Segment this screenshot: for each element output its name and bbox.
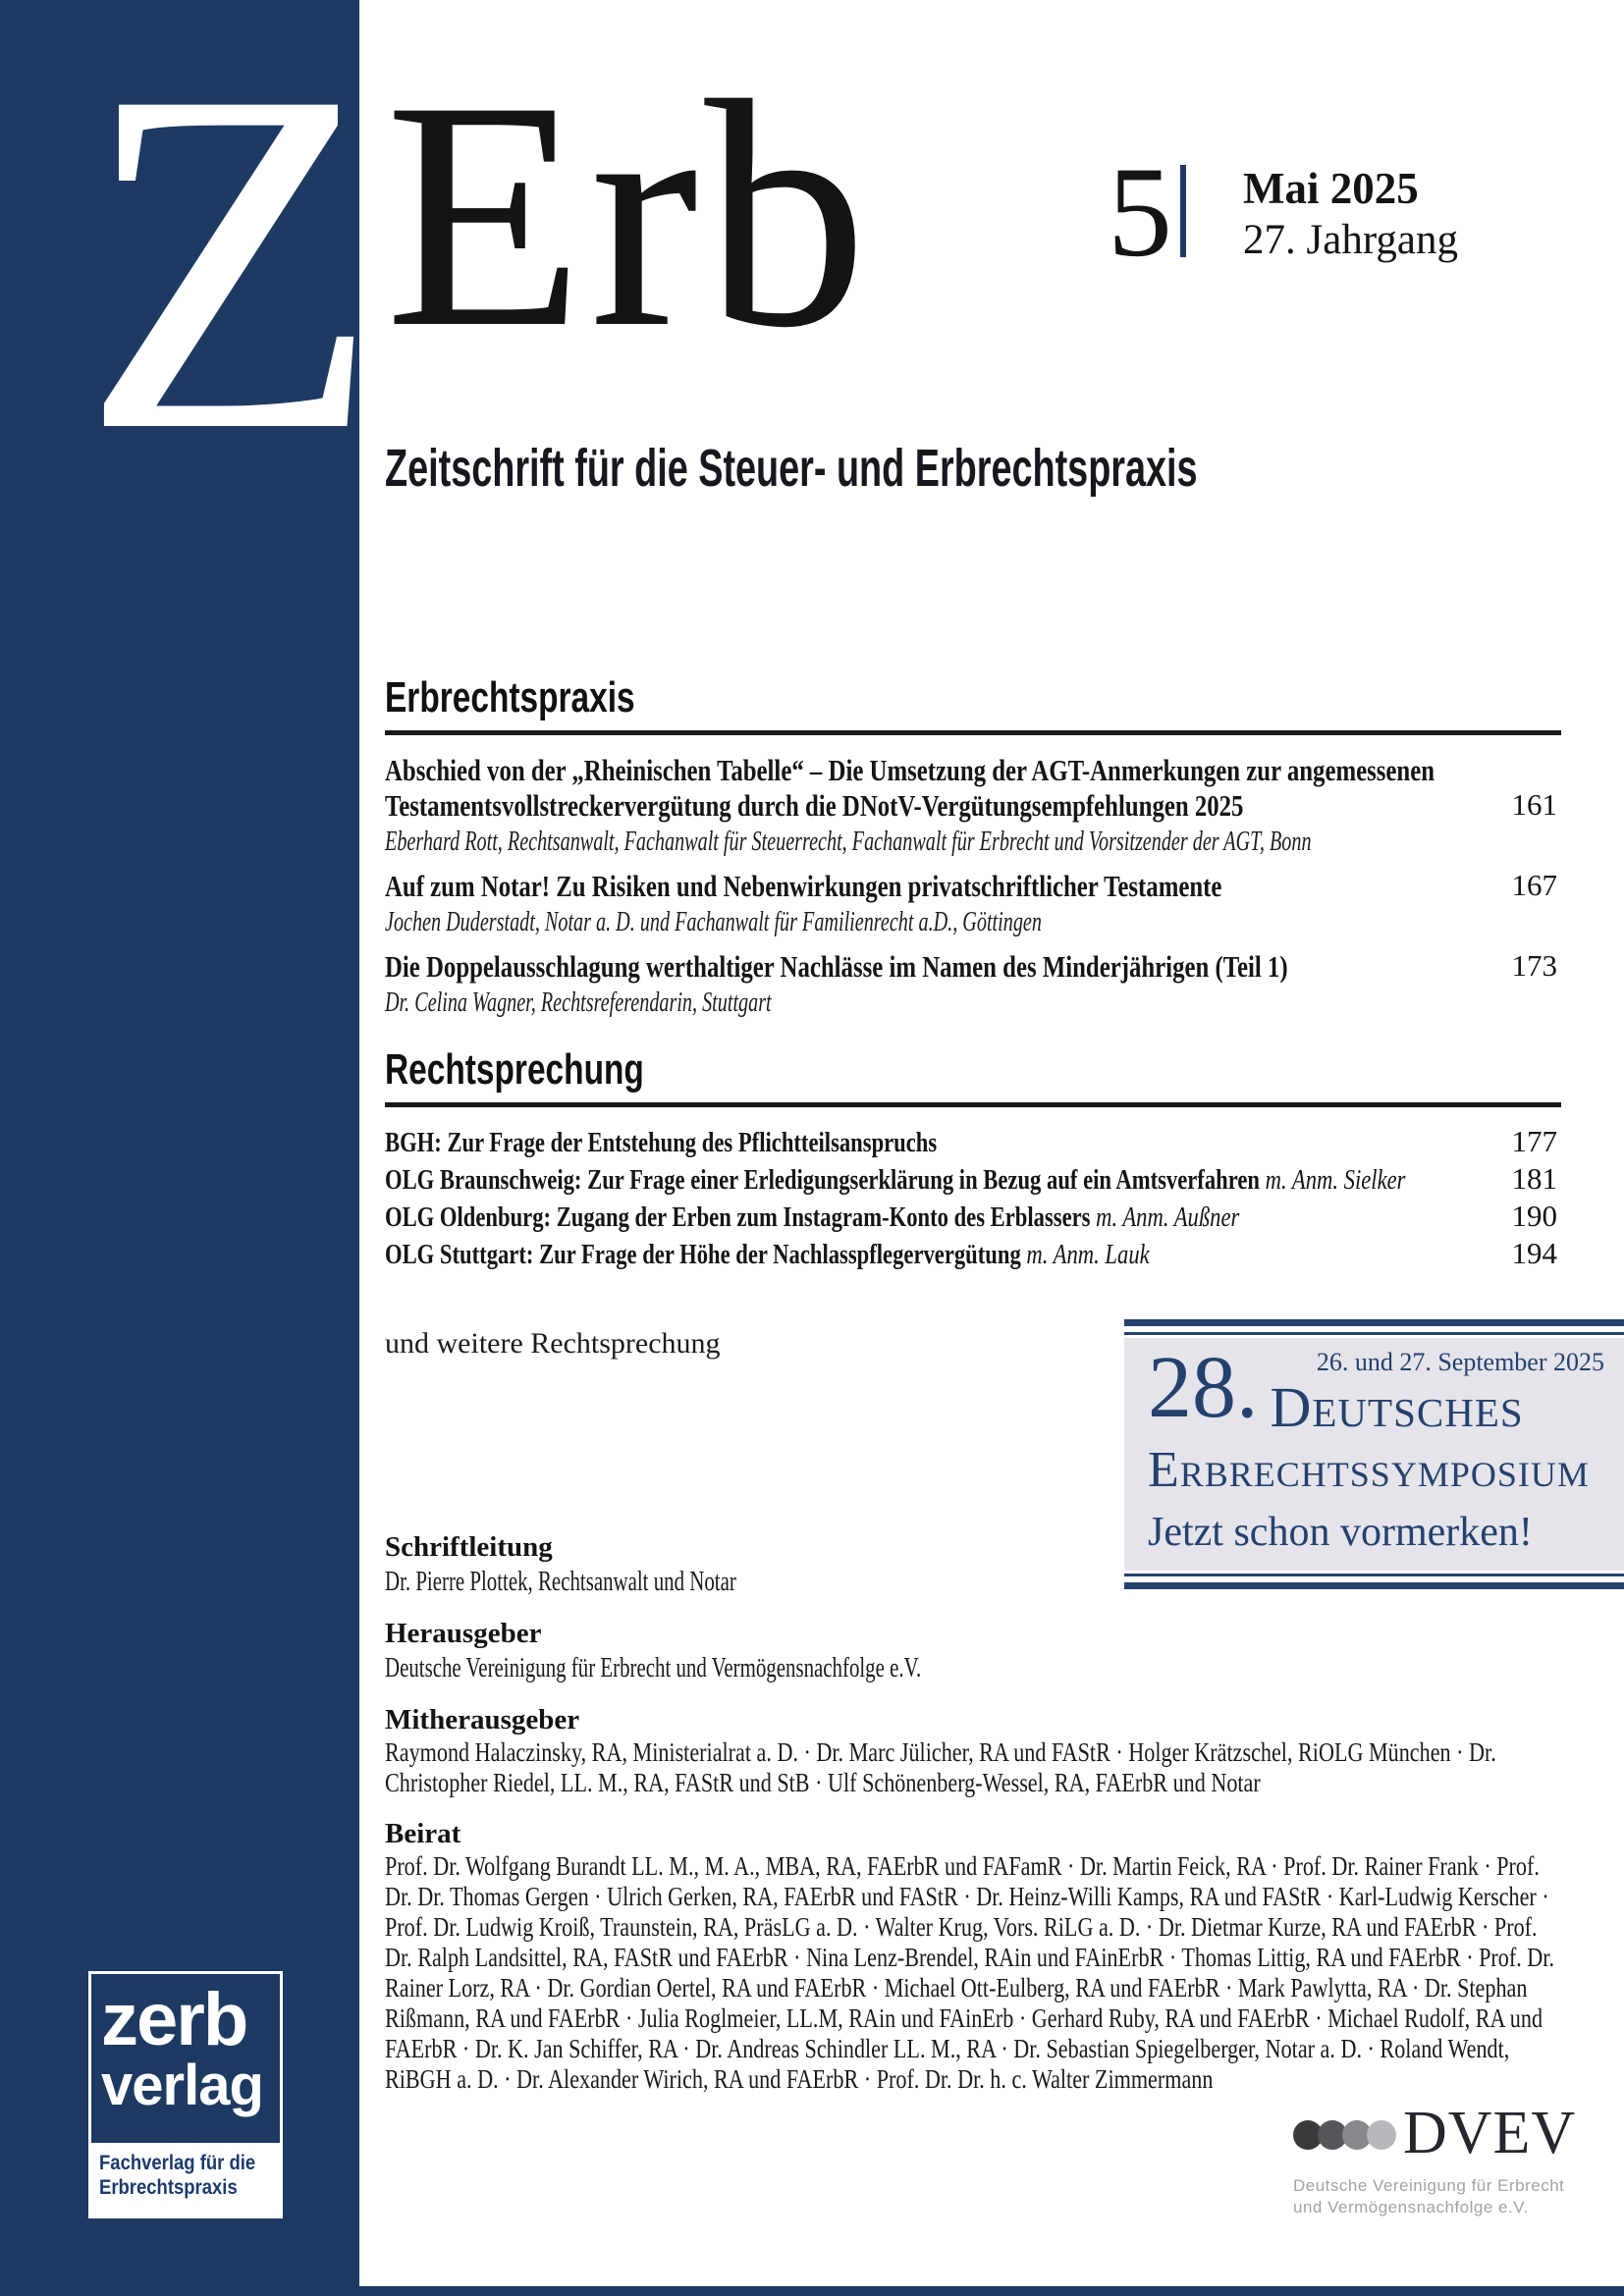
editorial-label: Mitherausgeber bbox=[385, 1704, 580, 1735]
article-page-number: 161 bbox=[1511, 787, 1557, 822]
symposium-cta: Jetzt schon vormerken! bbox=[1148, 1509, 1533, 1555]
dvev-logo bbox=[1293, 2100, 1577, 2218]
article-entry bbox=[385, 869, 1561, 904]
case-title: BGH: Zur Frage der Entstehung des Pflichtteilsanspruchs bbox=[385, 1127, 938, 1158]
editorial-block-beirat bbox=[385, 1818, 1561, 2095]
editorial-imprint bbox=[385, 1531, 1561, 2114]
case-entry bbox=[385, 1200, 1561, 1235]
journal-subtitle: Zeitschrift für die Steuer- und Erbrechtspraxis bbox=[385, 439, 1198, 498]
zerb-logo-tagline: Fachverlag für die Erbrechtspraxis bbox=[99, 2152, 256, 2199]
article-author: Jochen Duderstadt, Notar a. D. und Fachanwalt für Familienrecht a.D., Göttingen bbox=[385, 907, 1042, 937]
case-title: OLG Stuttgart: Zur Frage der Höhe der Nachlasspflegervergütung bbox=[385, 1239, 1021, 1270]
article-page-number: 167 bbox=[1511, 868, 1557, 902]
editorial-text: Dr. Pierre Plottek, Rechtsanwalt und Notar bbox=[385, 1566, 736, 1597]
zerb-verlag-logo bbox=[88, 1971, 283, 2218]
case-entry bbox=[385, 1237, 1561, 1272]
issue-month: Mai 2025 bbox=[1243, 164, 1419, 213]
editorial-label: Schriftleitung bbox=[385, 1531, 553, 1563]
editorial-block-herausgeber bbox=[385, 1618, 1561, 1684]
dvev-circles-icon bbox=[1293, 2120, 1391, 2150]
article-author: Dr. Celina Wagner, Rechtsreferendarin, Stuttgart bbox=[385, 988, 772, 1018]
section-rule bbox=[385, 1102, 1561, 1107]
case-title: OLG Oldenburg: Zugang der Erben zum Instagram-Konto des Erblassers bbox=[385, 1201, 1091, 1233]
editorial-text: Raymond Halaczinsky, RA, Ministerialrat a. D. · Dr. Marc Jülicher, RA und FAStR · Holger Krätzschel, RiOLG München · Dr. Christopher Riedel, LL. M., RA, FAStR und StB · Ulf Schönenberg-Wessel, RA, FAErbR und Notar bbox=[385, 1737, 1496, 1797]
logo-letter-z: Z bbox=[81, 0, 381, 533]
editorial-block-mitherausgeber bbox=[385, 1704, 1561, 1798]
issue-volume: 27. Jahrgang bbox=[1243, 217, 1458, 263]
case-entry bbox=[385, 1125, 1561, 1160]
section-rechtsprechung bbox=[385, 1047, 1561, 1272]
article-entry bbox=[385, 753, 1561, 824]
editorial-label: Beirat bbox=[385, 1818, 461, 1849]
symposium-name-line2: Erbrechtssymposium bbox=[1148, 1442, 1590, 1498]
dvev-subtitle bbox=[1293, 2175, 1576, 2218]
article-entry bbox=[385, 949, 1561, 985]
zerb-logo-tagline-area bbox=[91, 2143, 280, 2216]
case-entry bbox=[385, 1162, 1561, 1198]
logo-letters-erb: Erb bbox=[385, 33, 874, 395]
article-title: Auf zum Notar! Zu Risiken und Nebenwirkungen privatschriftlicher Testamente bbox=[385, 869, 1222, 903]
section-erbrechtspraxis bbox=[385, 675, 1561, 1020]
case-annotation: m. Anm. Außner bbox=[1096, 1201, 1240, 1233]
symposium-number: 28. bbox=[1148, 1339, 1259, 1436]
bottom-navy-bar bbox=[0, 2286, 1624, 2296]
zerb-logo-word2: verlag bbox=[101, 2054, 263, 2117]
section-title: Erbrechtspraxis bbox=[385, 673, 635, 721]
article-author: Eberhard Rott, Rechtsanwalt, Fachanwalt für Steuerrecht, Fachanwalt für Erbrecht und Vorsitzender der AGT, Bonn bbox=[385, 827, 1312, 857]
editorial-text: Prof. Dr. Wolfgang Burandt LL. M., M. A., MBA, RA, FAErbR und FAFamR · Dr. Martin Feick, RA · Prof. Dr. Rainer Frank · Prof. Dr. Dr. Thomas Gergen · Ulrich Gerken, RA, FAErbR und FAStR · Dr. Heinz-Willi Kamps, RA und FAStR · Karl-Ludwig Kerscher · Prof. Dr. Ludwig Kroiß, Traunstein, RA, PräsLG a. D. · Walter Krug, Vors. RiLG a. D. · Dr. Dietmar Kurze, RA und FAErbR · Prof. Dr. Ralph Landsittel, RA, FAStR und FAErbR · Nina Lenz-Brendel, RAin und FAinErbR · Thomas Littig, RA und FAErbR · Prof. Dr. Rainer Lorz, RA · Dr. Gordian Oertel, RA und FAErbR · Michael Ott-Eulberg, RA und FAErbR · Mark Pawlytta, RA · Dr. Stephan Rißmann, RA und FAErbR · Julia Roglmeier, LL.M, RAin und FAinErb · Gerhard Ruby, RA und FAErbR · Michael Rudolf, RA und FAErbR · Dr. K. Jan Schiffer, RA · Dr. Andreas Schindler LL. M., RA · Dr. Sebastian Spiegelberger, Notar a. D. · Roland Wendt, RiBGH a. D. · Dr. Alexander Wirich, RA und FAErbR · Prof. Dr. Dr. h. c. Walter Zimmermann bbox=[385, 1851, 1554, 2094]
case-title: OLG Braunschweig: Zur Frage einer Erledigungserklärung in Bezug auf ein Amtsverfahren bbox=[385, 1164, 1260, 1196]
issue-divider bbox=[1180, 165, 1186, 257]
dvev-subtitle-line1: Deutsche Vereinigung für Erbrecht bbox=[1293, 2176, 1565, 2195]
symposium-name-line1: Deutsches bbox=[1270, 1375, 1524, 1439]
editorial-block-schriftleitung bbox=[385, 1531, 1561, 1598]
editorial-label: Herausgeber bbox=[385, 1618, 542, 1649]
dvev-wordmark: DVEV bbox=[1403, 2100, 1577, 2166]
article-title: Abschied von der „Rheinischen Tabelle“ – Die Umsetzung der AGT-Anmerkungen zur angemessenen Testamentsvollstreckervergütung durch die DNotV-Vergütungsempfehlungen 2025 bbox=[385, 753, 1435, 823]
zerb-logo-top bbox=[91, 1974, 280, 2143]
issue-meta bbox=[1243, 161, 1458, 277]
more-rulings-note: und weitere Rechtsprechung bbox=[385, 1327, 721, 1360]
case-page-number: 194 bbox=[1511, 1236, 1557, 1270]
case-page-number: 177 bbox=[1511, 1124, 1557, 1158]
case-page-number: 190 bbox=[1511, 1199, 1557, 1233]
case-page-number: 181 bbox=[1511, 1161, 1557, 1196]
zerb-logo-word1: zerb bbox=[101, 1978, 247, 2061]
dvev-circle-lightgray-icon bbox=[1367, 2120, 1396, 2150]
issue-block bbox=[1108, 139, 1458, 284]
section-rule bbox=[385, 730, 1561, 735]
article-title: Die Doppelausschlagung werthaltiger Nachlässe im Namen des Minderjährigen (Teil 1) bbox=[385, 949, 1288, 984]
article-page-number: 173 bbox=[1511, 948, 1557, 983]
section-title: Rechtsprechung bbox=[385, 1045, 644, 1094]
table-of-contents bbox=[385, 675, 1561, 1274]
symposium-rule-top-thin bbox=[1124, 1332, 1624, 1335]
case-annotation: m. Anm. Sielker bbox=[1265, 1164, 1406, 1196]
case-annotation: m. Anm. Lauk bbox=[1026, 1239, 1150, 1270]
symposium-rule-top-thick bbox=[1124, 1319, 1624, 1326]
dvev-subtitle-line2: und Vermögensnachfolge e.V. bbox=[1293, 2198, 1529, 2216]
editorial-text: Deutsche Vereinigung für Erbrecht und Vermögensnachfolge e.V. bbox=[385, 1652, 922, 1683]
issue-number: 5 bbox=[1108, 139, 1172, 284]
symposium-date: 26. und 27. September 2025 bbox=[1316, 1348, 1604, 1376]
